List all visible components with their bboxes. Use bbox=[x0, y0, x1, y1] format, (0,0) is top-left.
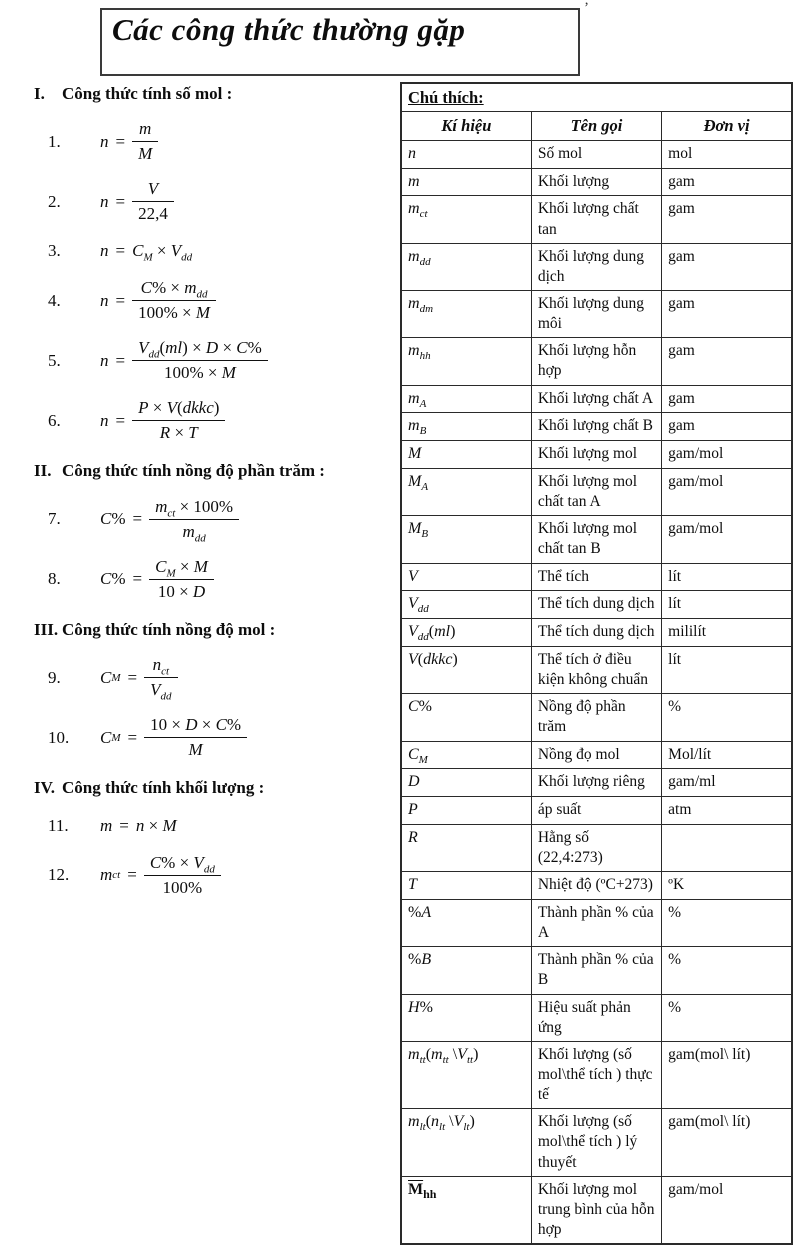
fraction-denominator: M bbox=[138, 144, 153, 164]
legend-row bbox=[401, 563, 792, 591]
formula-section bbox=[22, 84, 394, 443]
formula-item bbox=[22, 119, 394, 164]
legend-symbol-cell: P bbox=[401, 797, 531, 825]
legend-name-cell: Khối lượng mol bbox=[531, 441, 661, 469]
formula-number: 1. bbox=[48, 131, 61, 151]
legend-unit-cell: gam/mol bbox=[662, 1176, 792, 1244]
legend-unit-cell: gam/mol bbox=[662, 468, 792, 515]
legend-table-head bbox=[401, 83, 792, 140]
formula-item bbox=[22, 853, 394, 898]
legend-row bbox=[401, 385, 792, 413]
legend-symbol-cell: $V_{dd}(ml)$ bbox=[401, 619, 531, 647]
legend-symbol-cell: %B bbox=[401, 947, 531, 994]
formula-number: 11. bbox=[48, 815, 69, 835]
legend-symbol-cell: V bbox=[401, 563, 531, 591]
formula: C % = $\frac{C_M \times M}{10 \times D}$ bbox=[100, 557, 214, 602]
fraction-denominator: M bbox=[188, 740, 203, 760]
legend-row bbox=[401, 291, 792, 338]
legend-columns-row bbox=[401, 112, 792, 140]
legend-symbol-cell: m bbox=[401, 168, 531, 196]
legend-row bbox=[401, 899, 792, 946]
fraction bbox=[132, 179, 174, 224]
legend-name-cell: Khối lượng (số mol\thể tích ) thực tế bbox=[531, 1041, 661, 1108]
legend-unit-cell: atm bbox=[662, 797, 792, 825]
formula-number: 5. bbox=[48, 350, 61, 370]
legend-row bbox=[401, 872, 792, 900]
formula: m = n × M bbox=[100, 815, 177, 835]
section-numeral: III. bbox=[34, 619, 59, 639]
fraction bbox=[132, 278, 216, 323]
formula-item bbox=[22, 239, 394, 263]
formula-number: 4. bbox=[48, 290, 61, 310]
legend-symbol-cell: M bbox=[401, 441, 531, 469]
legend-title-row bbox=[401, 83, 792, 112]
legend-row bbox=[401, 741, 792, 769]
legend-column-header: Tên gọi bbox=[531, 112, 661, 140]
legend-unit-cell: % bbox=[662, 694, 792, 741]
fraction-numerator: $V_{dd}(ml) \times D \times C\%$ bbox=[132, 338, 268, 361]
legend-symbol-cell: $m_A$ bbox=[401, 385, 531, 413]
fraction-numerator: $n_{ct}$ bbox=[144, 655, 177, 678]
legend-name-cell: Khối lượng riêng bbox=[531, 769, 661, 797]
legend-unit-cell: lít bbox=[662, 591, 792, 619]
legend-table-body bbox=[401, 140, 792, 1244]
legend-unit-cell: % bbox=[662, 947, 792, 994]
legend-row bbox=[401, 516, 792, 563]
formula: n = $\frac{V}{22,4}$ bbox=[100, 179, 174, 224]
legend-row bbox=[401, 468, 792, 515]
legend-unit-cell: gam/mol bbox=[662, 516, 792, 563]
legend-name-cell: Khối lượng chất A bbox=[531, 385, 661, 413]
legend-name-cell: Nhiệt độ (ºC+273) bbox=[531, 872, 661, 900]
legend-symbol-cell: R bbox=[401, 824, 531, 871]
legend-name-cell: Khối lượng chất tan bbox=[531, 196, 661, 243]
legend-name-cell: Khối lượng chất B bbox=[531, 413, 661, 441]
formula: n = $\frac{C\% \times m_{dd}}{100\% \times M}$ bbox=[100, 278, 216, 323]
legend-name-cell: Khối lượng (số mol\thể tích ) lý thuyết bbox=[531, 1109, 661, 1176]
legend-symbol-cell: $m_{dd}$ bbox=[401, 243, 531, 290]
legend-name-cell: Khối lượng mol trung bình của hỗn hợp bbox=[531, 1176, 661, 1244]
formula-rhs: n × M bbox=[135, 815, 177, 835]
fraction-denominator: 22,4 bbox=[138, 204, 168, 224]
formula-section bbox=[22, 620, 394, 760]
legend-symbol-cell: V(dkkc) bbox=[401, 646, 531, 693]
fraction bbox=[132, 338, 268, 383]
section-title: Công thức tính nồng độ phần trăm : bbox=[62, 461, 325, 481]
fraction-numerator: $m_{ct} \times 100\%$ bbox=[149, 497, 239, 520]
formula-item bbox=[22, 814, 394, 838]
formula-rhs: $C_M \times V_{dd}$ bbox=[132, 241, 193, 264]
legend-row bbox=[401, 196, 792, 243]
fraction-denominator: $m_{dd}$ bbox=[182, 521, 206, 545]
section-numeral: I. bbox=[34, 84, 45, 103]
legend-row bbox=[401, 140, 792, 168]
section-title: Công thức tính nồng độ mol : bbox=[62, 619, 276, 639]
legend-name-cell: Thành phần % của B bbox=[531, 947, 661, 994]
legend-symbol-cell: n bbox=[401, 140, 531, 168]
formula: m ct = $\frac{C\% \times V_{dd}}{100\%}$ bbox=[100, 853, 221, 898]
legend-row bbox=[401, 1109, 792, 1176]
formula-section bbox=[22, 778, 394, 897]
legend-symbol-cell: $m_{tt}(m_{tt}$ $\backslash V_{tt}$) bbox=[401, 1041, 531, 1108]
formula: C M = $\frac{n_{ct}}{V_{dd}}$ bbox=[100, 655, 178, 700]
formula: C M = $\frac{10 \times D \times C\%}{M}$ bbox=[100, 715, 247, 760]
formula: C % = $\frac{m_{ct} \times 100\%}{m_{dd}}$ bbox=[100, 497, 239, 542]
formula-item bbox=[22, 655, 394, 703]
fraction-numerator: V bbox=[132, 179, 174, 202]
legend-symbol-cell: $C_M$ bbox=[401, 741, 531, 769]
equals-sign: = bbox=[132, 509, 143, 529]
legend-name-cell: Khối lượng bbox=[531, 168, 661, 196]
legend-table bbox=[400, 82, 793, 1245]
legend-symbol-cell: C% bbox=[401, 694, 531, 741]
legend-row bbox=[401, 168, 792, 196]
equals-sign: = bbox=[132, 569, 143, 589]
legend-unit-cell: ºK bbox=[662, 872, 792, 900]
legend-symbol-cell: $M_B$ bbox=[401, 516, 531, 563]
formula-item bbox=[22, 715, 394, 760]
formula: n = $\frac{V_{dd}(ml) \times D \times C\%}{100\% \times M}$ bbox=[100, 338, 268, 383]
legend-symbol-cell: $m_{lt}(n_{lt}$ $\backslash V_{lt}$) bbox=[401, 1109, 531, 1176]
equals-sign: = bbox=[127, 667, 138, 687]
section-numeral: IV. bbox=[34, 778, 55, 798]
legend-row bbox=[401, 1041, 792, 1108]
formula-item bbox=[22, 338, 394, 383]
formula-number: 7. bbox=[48, 509, 61, 529]
fraction-denominator: 10 × D bbox=[157, 581, 206, 601]
legend-column-header: Kí hiệu bbox=[401, 112, 531, 140]
formula-number: 3. bbox=[48, 241, 61, 261]
formula-item bbox=[22, 398, 394, 443]
legend-symbol-cell: $M_A$ bbox=[401, 468, 531, 515]
fraction bbox=[144, 715, 247, 760]
legend-symbol-cell: %A bbox=[401, 899, 531, 946]
legend-row bbox=[401, 797, 792, 825]
legend-row bbox=[401, 591, 792, 619]
legend-symbol-cell: $m_{hh}$ bbox=[401, 338, 531, 385]
legend-column-header: Đơn vị bbox=[662, 112, 792, 140]
legend-name-cell: Khối lượng dung dịch bbox=[531, 243, 661, 290]
legend-symbol-cell: $\overline{M}_{hh}$ bbox=[401, 1176, 531, 1244]
legend-title-text: Chú thích: bbox=[408, 88, 484, 107]
legend-unit-cell: gam(mol\ lít) bbox=[662, 1109, 792, 1176]
legend-name-cell: Thể tích bbox=[531, 563, 661, 591]
fraction-denominator: $V_{dd}$ bbox=[150, 680, 172, 703]
equals-sign: = bbox=[115, 241, 126, 261]
legend-symbol-cell: T bbox=[401, 872, 531, 900]
legend-row bbox=[401, 619, 792, 647]
fraction bbox=[144, 853, 221, 898]
formula: n = $\frac{m}{M}$ bbox=[100, 119, 158, 164]
section-heading bbox=[22, 620, 394, 640]
legend-unit-cell: gam bbox=[662, 168, 792, 196]
formula-item bbox=[22, 557, 394, 602]
legend-name-cell: áp suất bbox=[531, 797, 661, 825]
legend-unit-cell: % bbox=[662, 994, 792, 1041]
legend-symbol-cell: $V_{dd}$ bbox=[401, 591, 531, 619]
formula-item bbox=[22, 179, 394, 224]
formula: n = $\frac{\text{P × V(dkkc)}}{R \times T}$ bbox=[100, 398, 225, 443]
fraction-numerator: P × V(dkkc) bbox=[132, 398, 225, 421]
formula-number: 6. bbox=[48, 410, 61, 430]
equals-sign: = bbox=[127, 727, 138, 747]
legend-name-cell: Thể tích dung dịch bbox=[531, 619, 661, 647]
fraction bbox=[149, 557, 214, 602]
legend-unit-cell: gam bbox=[662, 291, 792, 338]
legend-unit-cell: lít bbox=[662, 563, 792, 591]
formula-sections bbox=[22, 84, 394, 898]
legend-name-cell: Thành phần % của A bbox=[531, 899, 661, 946]
legend-name-cell: Khối lượng hỗn hợp bbox=[531, 338, 661, 385]
equals-sign: = bbox=[115, 191, 126, 211]
equals-sign: = bbox=[127, 865, 137, 885]
section-numeral: II. bbox=[34, 461, 52, 481]
legend-row bbox=[401, 694, 792, 741]
equals-sign: = bbox=[115, 290, 126, 310]
formula-number: 9. bbox=[48, 667, 61, 687]
formula-number: 12. bbox=[48, 865, 70, 885]
legend-unit-cell: mililít bbox=[662, 619, 792, 647]
scan-artifact-mark: ’ bbox=[584, 0, 589, 16]
fraction-numerator: 10 × D × C% bbox=[144, 715, 247, 738]
legend-name-cell: Thể tích ở điều kiện không chuẩn bbox=[531, 646, 661, 693]
section-heading bbox=[22, 778, 394, 798]
legend-name-cell: Nồng đọ mol bbox=[531, 741, 661, 769]
formula-item bbox=[22, 496, 394, 545]
section-heading bbox=[22, 461, 394, 481]
legend-pane bbox=[400, 82, 793, 1245]
equals-sign: = bbox=[115, 131, 126, 151]
legend-unit-cell: gam bbox=[662, 413, 792, 441]
formula-number: 2. bbox=[48, 191, 61, 211]
section-title: Công thức tính khối lượng : bbox=[62, 778, 265, 798]
legend-row bbox=[401, 769, 792, 797]
legend-row bbox=[401, 994, 792, 1041]
legend-name-cell: Thể tích dung dịch bbox=[531, 591, 661, 619]
legend-unit-cell: gam bbox=[662, 243, 792, 290]
formula-item bbox=[22, 278, 394, 323]
legend-symbol-cell: D bbox=[401, 769, 531, 797]
fraction-denominator: R × T bbox=[159, 423, 198, 443]
legend-unit-cell: gam/mol bbox=[662, 441, 792, 469]
legend-name-cell: Số mol bbox=[531, 140, 661, 168]
legend-row bbox=[401, 338, 792, 385]
fraction-numerator: $C_M \times M$ bbox=[149, 557, 214, 580]
legend-name-cell: Khối lượng dung môi bbox=[531, 291, 661, 338]
equals-sign: = bbox=[115, 410, 126, 430]
fraction bbox=[144, 655, 177, 703]
fraction-denominator: 100% bbox=[162, 877, 203, 897]
legend-unit-cell: lít bbox=[662, 646, 792, 693]
legend-unit-cell: gam bbox=[662, 338, 792, 385]
fraction-numerator: m bbox=[132, 119, 158, 142]
fraction-denominator: 100% × M bbox=[138, 303, 211, 323]
page-title: Các công thức thường gặp bbox=[112, 12, 466, 47]
legend-symbol-cell: $m_{ct}$ bbox=[401, 196, 531, 243]
section-heading bbox=[22, 84, 394, 104]
formula: n = $C_M \times V_{dd}$ bbox=[100, 241, 193, 264]
legend-row bbox=[401, 947, 792, 994]
equals-sign: = bbox=[115, 350, 126, 370]
section-title: Công thức tính số mol : bbox=[62, 84, 233, 103]
legend-unit-cell: gam(mol\ lít) bbox=[662, 1041, 792, 1108]
legend-unit-cell: % bbox=[662, 899, 792, 946]
legend-name-cell: Khối lượng mol chất tan A bbox=[531, 468, 661, 515]
legend-row bbox=[401, 441, 792, 469]
formula-number: 8. bbox=[48, 569, 61, 589]
legend-title-cell bbox=[401, 83, 792, 112]
legend-symbol-cell: $m_{dm}$ bbox=[401, 291, 531, 338]
legend-name-cell: Hằng số (22,4:273) bbox=[531, 824, 661, 871]
legend-unit-cell: gam bbox=[662, 196, 792, 243]
legend-name-cell: Khối lượng mol chất tan B bbox=[531, 516, 661, 563]
fraction bbox=[149, 496, 239, 545]
formula-section bbox=[22, 461, 394, 601]
legend-name-cell: Hiệu suất phản ứng bbox=[531, 994, 661, 1041]
legend-row bbox=[401, 646, 792, 693]
legend-row bbox=[401, 1176, 792, 1244]
legend-row bbox=[401, 243, 792, 290]
fraction-denominator: 100% × M bbox=[163, 363, 236, 383]
formula-number: 10. bbox=[48, 727, 70, 747]
equals-sign: = bbox=[119, 815, 129, 835]
legend-unit-cell: gam bbox=[662, 385, 792, 413]
legend-symbol-cell: H% bbox=[401, 994, 531, 1041]
legend-unit-cell: mol bbox=[662, 140, 792, 168]
fraction bbox=[132, 119, 158, 164]
legend-unit-cell bbox=[662, 824, 792, 871]
legend-unit-cell: gam/ml bbox=[662, 769, 792, 797]
legend-row bbox=[401, 824, 792, 871]
legend-unit-cell: Mol/lít bbox=[662, 741, 792, 769]
title-box bbox=[100, 8, 580, 76]
fraction bbox=[132, 398, 225, 443]
legend-symbol-cell: $m_B$ bbox=[401, 413, 531, 441]
legend-row bbox=[401, 413, 792, 441]
fraction-numerator: $C\% \times m_{dd}$ bbox=[132, 278, 216, 301]
fraction-numerator: $C\% \times V_{dd}$ bbox=[144, 853, 221, 876]
legend-name-cell: Nồng độ phần trăm bbox=[531, 694, 661, 741]
